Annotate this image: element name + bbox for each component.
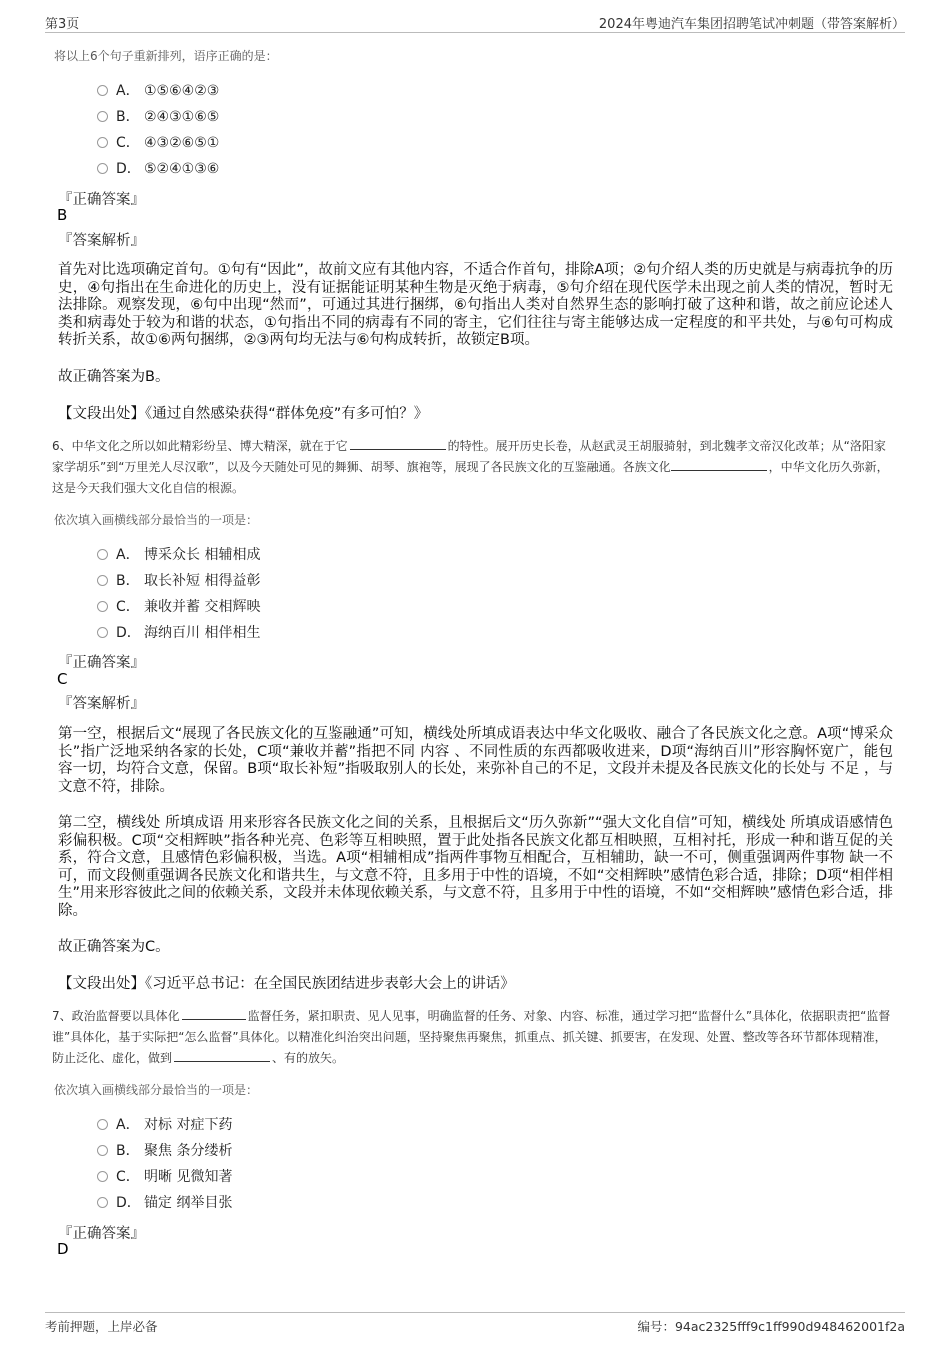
footer-slogan: 考前押题，上岸必备: [45, 1319, 158, 1334]
q6-analysis-paragraph-2: 第二空，横线处 所填成语 用来形容各民族文化之间的关系，且根据后文“历久弥新”“强大文化自信”可知，横线处 所填成语感情色彩偏积极。C项“交相辉映”指各种光亮、色彩等互相映照，置于此处指各民族文化都互相映照，互相衬托，形成一种和谐互促的关系，符合文意，且感情色彩偏积极，当选。A项“相辅相成”指两件事物互相配合，互相辅助，缺一不可，侧重强调两件事物 缺一不可，而文段侧重强调各民族文化和谐共生，与文意不符，且多用于中性的语境，不如“交相辉映”感情色彩合适，排除；D项“相伴相生”用来形容彼此之间的依赖关系，文段并未体现依赖关系，与文意不符，且多用于中性的语境，不如“交相辉映”感情色彩合适，排除。: [58, 815, 893, 919]
q6-source: 【文段出处】《习近平总书记：在全国民族团结进步表彰大会上的讲话》: [58, 976, 515, 992]
radio-icon[interactable]: [97, 627, 108, 638]
page-footer: [45, 1312, 905, 1335]
radio-icon[interactable]: [97, 137, 108, 148]
q6-analysis-label: 『答案解析』: [58, 696, 145, 712]
q5-option-b[interactable]: B． ②④③①⑥⑤: [97, 107, 219, 127]
q6-option-a[interactable]: A． 博采众长 相辅相成: [97, 545, 260, 565]
fill-blank: [350, 437, 446, 450]
radio-icon[interactable]: [97, 163, 108, 174]
q5-option-a[interactable]: A． ①⑤⑥④②③: [97, 81, 219, 101]
q5-analysis-paragraph: 首先对比选项确定首句。①句有“因此”，故前文应有其他内容，不适合作首句，排除A项；②句介绍人类的历史就是与病毒抗争的历史，④句指出在生命进化的历史上，没有证据能证明某种生物是灭绝于病毒，⑤句介绍在现代医学未出现之前人类的情况，暂时无法排除。观察发现，⑥句中出现“然而”，可通过其进行捆绑，⑥句指出人类对自然界生态的影响打破了这种和谐，故之前应论述人类和病毒处于较为和谐的状态，①句指出不同的病毒有不同的寄主，它们往往与寄主能够达成一定程度的和平共处，与⑥句可构成转折关系，故①⑥两句捆绑，②③两句均无法与⑥句构成转折，故锁定B项。: [58, 262, 893, 348]
page-header: [45, 12, 905, 33]
q6-option-b[interactable]: B． 取长补短 相得益彰: [97, 571, 260, 591]
radio-icon[interactable]: [97, 575, 108, 586]
q5-option-d[interactable]: D． ⑤②④①③⑥: [97, 159, 219, 179]
fill-blank: [174, 1049, 270, 1062]
q6-answer: C: [57, 670, 68, 688]
document-id: 编号：94ac2325fff9c1ff990d948462001f2a: [637, 1319, 905, 1334]
q5-answer-label: 『正确答案』: [58, 192, 145, 208]
radio-icon[interactable]: [97, 549, 108, 560]
document-title: 2024年粤迪汽车集团招聘笔试冲刺题（带答案解析）: [598, 17, 905, 32]
q6-option-c[interactable]: C． 兼收并蓄 交相辉映: [97, 597, 260, 617]
q5-option-c[interactable]: C． ④③②⑥⑤①: [97, 133, 219, 153]
q5-answer: B: [57, 206, 68, 224]
radio-icon[interactable]: [97, 601, 108, 612]
fill-blank: [182, 1007, 246, 1020]
radio-icon[interactable]: [97, 85, 108, 96]
q7-option-c[interactable]: C． 明晰 见微知著: [97, 1167, 232, 1187]
page-number: 第3页: [45, 17, 80, 32]
q6-conclusion: 故正确答案为C。: [58, 939, 170, 955]
radio-icon[interactable]: [97, 1119, 108, 1130]
q7-prompt: 依次填入画横线部分最恰当的一项是：: [54, 1083, 259, 1097]
radio-icon[interactable]: [97, 1145, 108, 1156]
q6-stem: 6、中华文化之所以如此精彩纷呈、博大精深，就在于它 的特性。展开历史长卷，从赵武灵王胡服骑射，到北魏孝文帝汉化改革；从“洛阳家家学胡乐”到“万里羌人尽汉歌”，以及今天随处可见的舞狮、胡琴、旗袍等，展现了各民族文化的互鉴融通。各族文化 ，中华文化历久弥新，这是今天我们强大文化自信的根源。: [52, 439, 889, 495]
q6-answer-label: 『正确答案』: [58, 655, 145, 671]
q6-analysis-paragraph-1: 第一空，根据后文“展现了各民族文化的互鉴融通”可知，横线处所填成语表达中华文化吸收、融合了各民族文化之意。A项“博采众长”指广泛地采纳各家的长处，C项“兼收并蓄”指把不同 内容 、不同性质的东西都吸收进来，D项“海纳百川”形容胸怀宽广，能包容一切，均符合文意，保留。B项“取长补短”指吸取别人的长处，来弥补自己的不足，文段并未提及各民族文化的长处与 不足 ，与文意不符，排除。: [58, 726, 893, 795]
radio-icon[interactable]: [97, 1171, 108, 1182]
q7-option-b[interactable]: B． 聚焦 条分缕析: [97, 1141, 232, 1161]
q6-prompt: 依次填入画横线部分最恰当的一项是：: [54, 513, 259, 527]
radio-icon[interactable]: [97, 111, 108, 122]
q7-answer: D: [57, 1240, 69, 1258]
q5-source: 【文段出处】《通过自然感染获得“群体免疫”有多可怕？》: [58, 406, 429, 422]
q7-option-a[interactable]: A． 对标 对症下药: [97, 1115, 232, 1135]
radio-icon[interactable]: [97, 1197, 108, 1208]
q7-answer-label: 『正确答案』: [58, 1226, 145, 1242]
q7-stem: 7、政治监督要以具体化 监督任务，紧扣职责、见人见事，明确监督的任务、对象、内容、标准，通过学习把“监督什么”具体化，依据职责把“监督谁”具体化，基于实际把“怎么监督”具体化。以精准化纠治突出问题，坚持聚焦再聚焦，抓重点、抓关键、抓要害，在发现、处置、整改等各环节都体现精准，防止泛化、虚化，做到 、有的放矢。: [52, 1009, 891, 1065]
q7-option-d[interactable]: D． 锚定 纲举目张: [97, 1193, 232, 1213]
q5-analysis-label: 『答案解析』: [58, 233, 145, 249]
q5-conclusion: 故正确答案为B。: [58, 369, 170, 385]
fill-blank: [671, 458, 767, 471]
q6-option-d[interactable]: D． 海纳百川 相伴相生: [97, 623, 260, 643]
q5-prompt: 将以上6个句子重新排列，语序正确的是：: [54, 49, 278, 63]
